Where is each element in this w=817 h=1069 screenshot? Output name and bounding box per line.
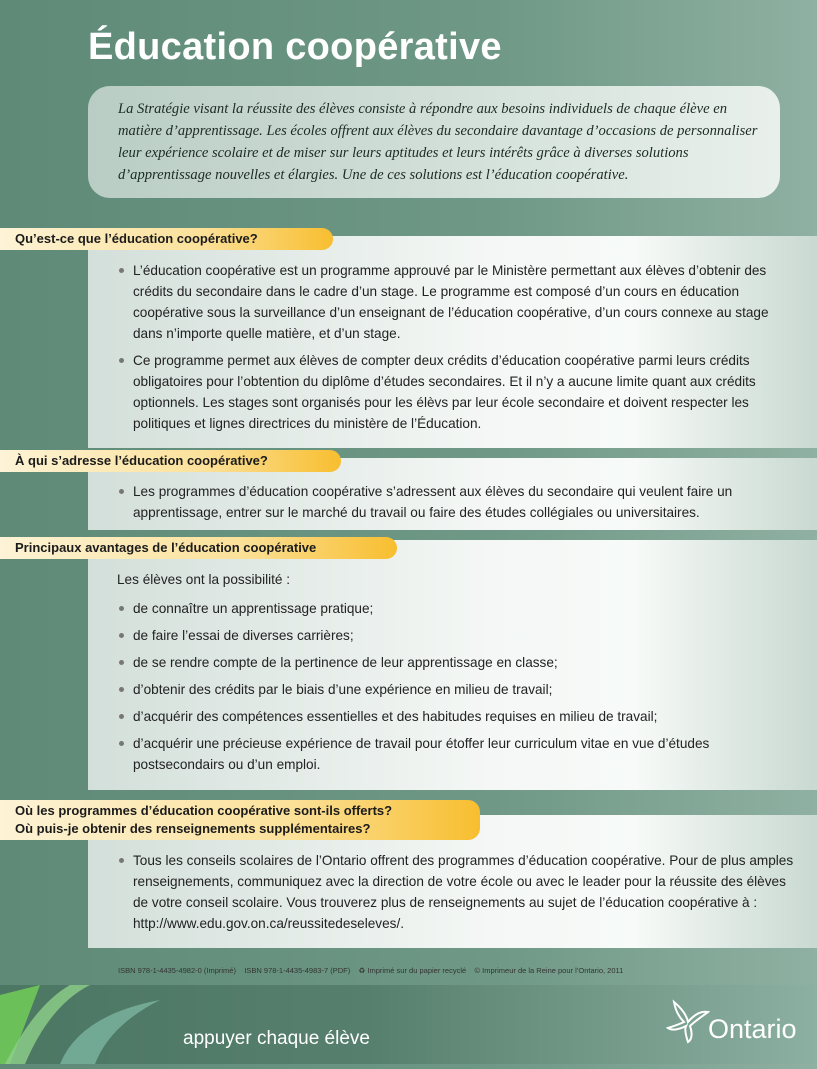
publication-info [118,966,623,975]
copyright: © Imprimeur de la Reine pour l’Ontario, 2011 [474,966,624,975]
list-item: L’éducation coopérative est un programme approuvé par le Ministère permettant aux élèves d’obtenir des crédits du secondaire dans le cadre d’un stage. Le programme est composé d’un cours en éducation coopérative sous la surveillance d’un enseignant de l’éducation coopérative, d’un cours connexe au stage dans n’importe quelle matière, et d’un stage. [117,260,797,344]
section-heading: À qui s’adresse l’éducation coopérative? [0,450,341,472]
section-heading: Qu’est-ce que l’éducation coopérative? [0,228,333,250]
leaf-swoosh-icon [0,985,180,1064]
trillium-icon [664,998,710,1044]
isbn-print: ISBN 978-1-4435-4982-0 (Imprimé) [118,966,236,975]
section-heading: Principaux avantages de l’éducation coopérative [0,537,397,559]
page-title: Éducation coopérative [88,26,502,68]
tagline: appuyer chaque élève [183,1028,370,1049]
list-item: Tous les conseils scolaires de l’Ontario offrent des programmes d’éducation coopérative. Pour de plus amples renseignements, communiquez avec la direction de votre école ou avec le leader pour la réussite des élèves de votre conseil scolaire. Vous trouverez plus de renseignements au sujet de l’éducation coopérative à : http://www.edu.gov.on.ca/reussitedeseleves/. [117,850,797,934]
recycled-note: Imprimé sur du papier recyclé [367,966,467,975]
list-item: de faire l’essai de diverses carrières; [117,625,797,646]
list-item: d’acquérir une précieuse expérience de travail pour étoffer leur curriculum vitae en vue d’études postsecondairs ou d’un emploi. [117,733,797,775]
recycle-icon: ♻ [358,966,366,975]
list-item: d’obtenir des crédits par le biais d’une expérience en milieu de travail; [117,679,797,700]
list-item: Ce programme permet aux élèves de compter deux crédits d’éducation coopérative parmi leurs crédits obligatoires pour l’obtention du diplôme d’études secondaires. Et il n’y a aucune limite quant aux crédits optionnels. Les stages sont organisés pour les élèvs par leur école secondaire et doivent respecter les politiques et lignes directrices du ministère de l’Éducation. [117,350,797,434]
list-item: de se rendre compte de la pertinence de leur apprentissage en classe; [117,652,797,673]
section-heading-line: Où les programmes d’éducation coopérative sont-ils offerts? [15,803,393,818]
ontario-logo: Ontario [708,1014,797,1044]
list-item: d’acquérir des compétences essentielles et des habitudes requises en milieu de travail; [117,706,797,727]
section-heading [0,800,480,840]
list-item: de connaître un apprentissage pratique; [117,598,797,619]
isbn-pdf: ISBN 978-1-4435-4983-7 (PDF) [244,966,351,975]
section-heading-line: Où puis-je obtenir des renseignements supplémentaires? [15,821,371,836]
lead-text: Les élèves ont la possibilité : [117,572,291,587]
intro-box: La Stratégie visant la réussite des élèves consiste à répondre aux besoins individuels de chaque élève en matière d’apprentissage. Les écoles offrent aux élèves du secondaire davantage d’occasions de personnaliser leur expérience scolaire et de miser sur leurs aptitudes et leurs intérêts grâce à diverses solutions d’apprentissage nouvelles et élargies. Une de ces solutions est l’éducation coopérative. [88,86,780,198]
list-item: Les programmes d’éducation coopérative s’adressent aux élèves du secondaire qui veulent faire un apprentissage, entrer sur le marché du travail ou faire des études collégiales ou universitaires. [117,481,797,523]
